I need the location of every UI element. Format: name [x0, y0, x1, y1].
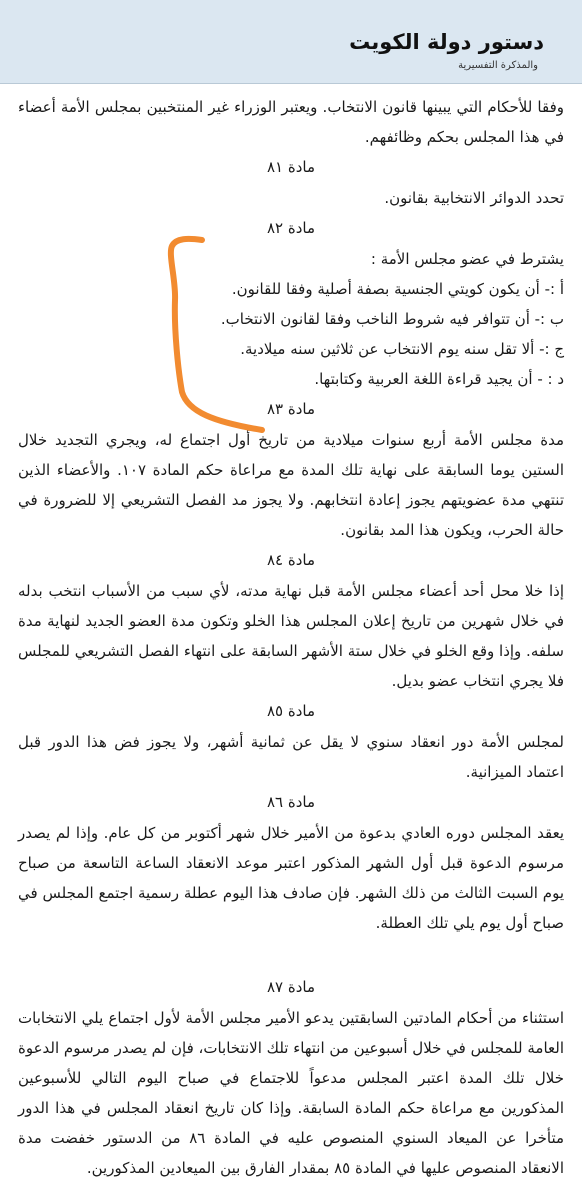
article-82-item-c: ج :- ألا تقل سنه يوم الانتخاب عن ثلاثين سنه ميلادية. [240, 340, 564, 358]
article-85-text: لمجلس الأمة دور انعقاد سنوي لا يقل عن ثمانية أشهر، ولا يجوز فض هذا الدور قبل اعتماد الميزانية. [18, 733, 564, 781]
article-83-text: مدة مجلس الأمة أربع سنوات ميلادية من تاريخ أول اجتماع له، ويجري التجديد خلال الستين يوما السابقة على نهاية تلك المدة مع مراعاة حكم المادة ١٠٧. والأعضاء الذين تنتهي مدة عضويتهم يجوز إعادة انتخابهم. ولا يجوز مد الفصل التشريعي إلا للضرورة في حالة الحرب، ويكون هذا المد بقانون. [18, 431, 565, 539]
article-86-text: يعقد المجلس دوره العادي بدعوة من الأمير خلال شهر أكتوبر من كل عام. وإذا لم يصدر مرسوم الدعوة قبل أول الشهر المذكور اعتبر موعد الانعقاد الساعة التاسعة من صباح يوم السبت الثالث من ذلك الشهر. فإن صادف هذا اليوم عطلة رسمية اجتمع المجلس في صباح أول يوم يلي تلك العطلة. [18, 824, 564, 932]
article-85-heading: مادة ٨٥ [266, 702, 316, 720]
document-header [0, 0, 582, 84]
article-83-heading: مادة ٨٣ [266, 400, 316, 418]
article-82-item-b: ب :- أن تتوافر فيه شروط الناخب وفقا لقانون الانتخاب. [220, 310, 564, 328]
article-82-item-a: أ :- أن يكون كويتي الجنسية بصفة أصلية وفقا للقانون. [231, 280, 564, 298]
article-82-intro: يشترط في عضو مجلس الأمة : [370, 250, 564, 268]
intro-paragraph: وفقا للأحكام التي يبينها قانون الانتخاب. ويعتبر الوزراء غير المنتخبين بمجلس الأمة أعضاء في هذا المجلس بحكم وظائفهم. [18, 98, 564, 146]
article-86-heading: مادة ٨٦ [266, 793, 316, 811]
article-87-heading: مادة ٨٧ [266, 978, 316, 996]
article-87-text: استثناء من أحكام المادتين السابقتين يدعو الأمير مجلس الأمة لأول اجتماع يلي الانتخابات العامة للمجلس في خلال أسبوعين من انتهاء تلك الانتخابات، فإن لم يصدر مرسوم الدعوة خلال تلك المدة اعتبر المجلس مدعواً للاجتماع في صباح اليوم التالي للأسبوعين المذكورين مع مراعاة حكم المادة السابقة. وإذا كان تاريخ انعقاد المجلس في هذا الدور متأخرا عن الميعاد السنوي المنصوص عليه في المادة ٨٦ من الدستور خفضت مدة الانعقاد المنصوص عليها في المادة ٨٥ بمقدار الفارق بين الميعادين المذكورين. [17, 1009, 565, 1177]
section-spacer [18, 938, 564, 972]
article-82-heading: مادة ٨٢ [266, 219, 316, 237]
document-body [18, 92, 564, 1183]
article-84-heading: مادة ٨٤ [266, 551, 316, 569]
article-82-item-d: د : - أن يجيد قراءة اللغة العربية وكتابتها. [314, 370, 564, 388]
article-84-text: إذا خلا محل أحد أعضاء مجلس الأمة قبل نهاية مدته، لأي سبب من الأسباب انتخب بدله في خلال شهرين من تاريخ إعلان المجلس هذا الخلو وتكون مدة العضو الجديد لنهاية مدة سلفه. وإذا وقع الخلو في خلال ستة الأشهر السابقة على انتهاء الفصل التشريعي للمجلس فلا يجري انتخاب عضو بديل. [18, 582, 564, 690]
document-title: دستور دولة الكويت [349, 30, 544, 54]
article-81-text: تحدد الدوائر الانتخابية بقانون. [384, 189, 564, 207]
article-81-heading: مادة ٨١ [266, 158, 316, 176]
document-subtitle: والمذكرة التفسيرية [458, 60, 538, 71]
